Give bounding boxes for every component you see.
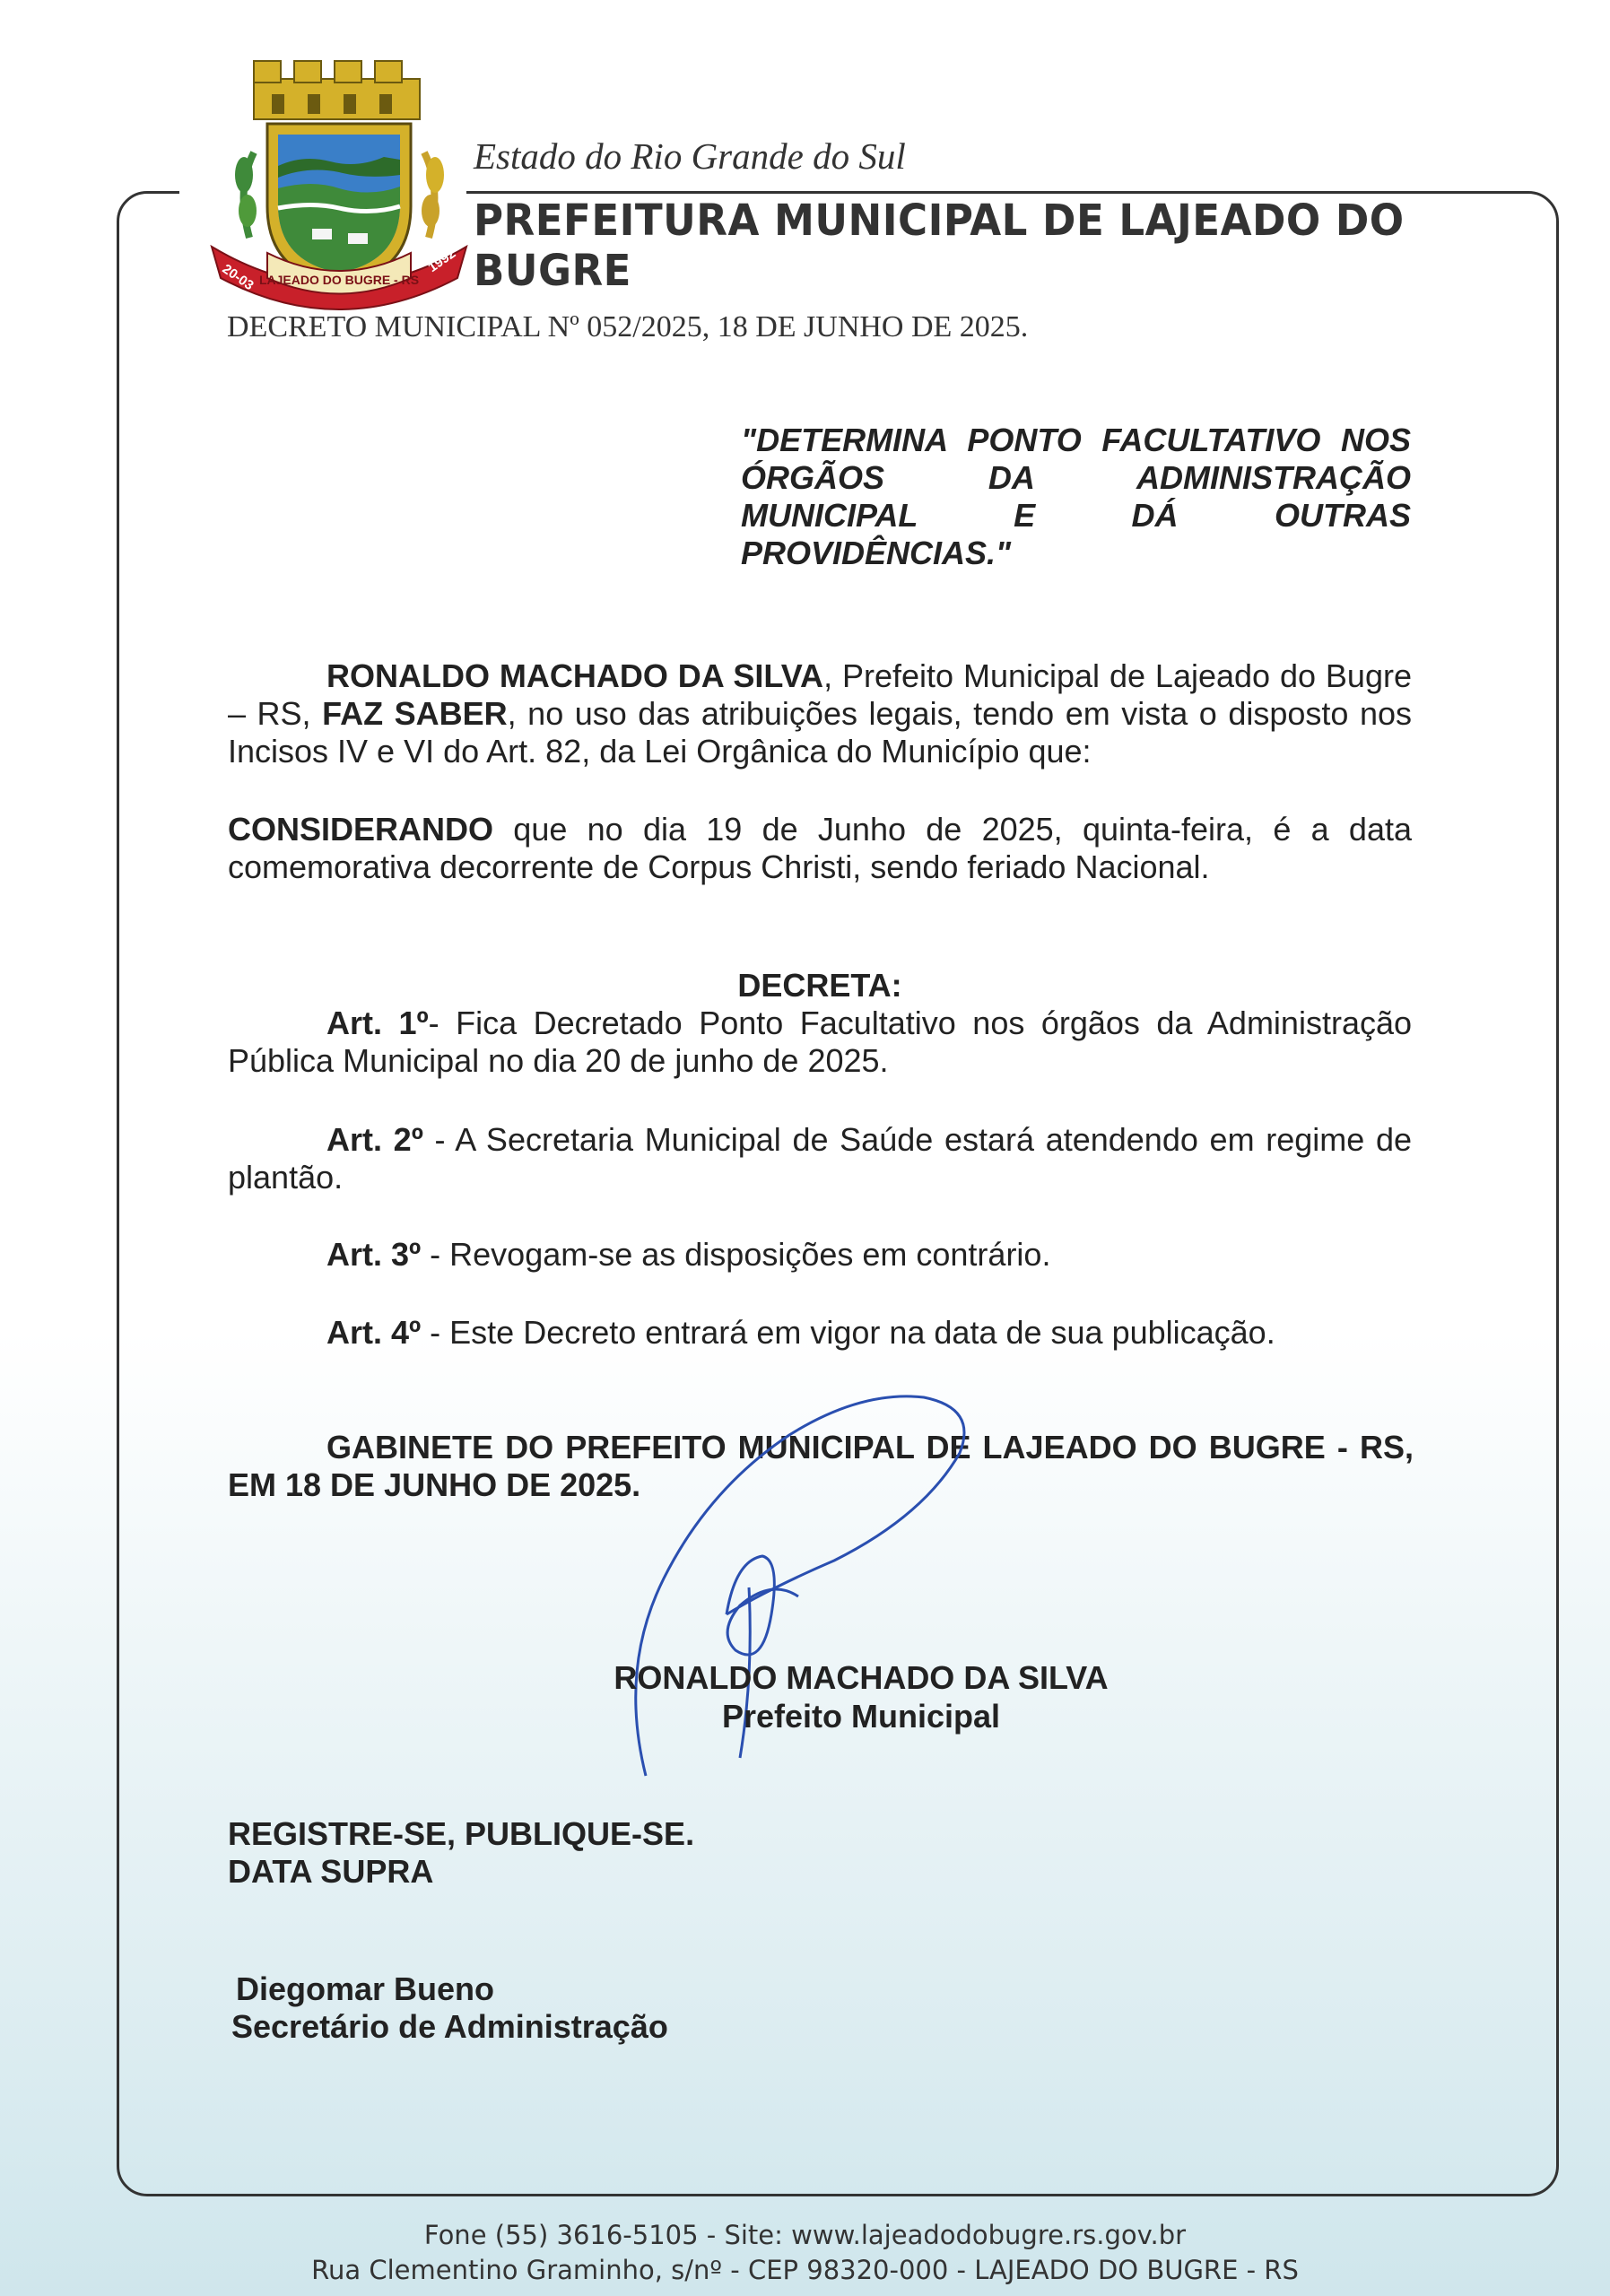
article-3-text: - Revogam-se as disposições em contrário. — [421, 1236, 1051, 1273]
prefeitura-title: PREFEITURA MUNICIPAL DE LAJEADO DO BUGRE — [474, 196, 1405, 296]
ementa-line-4: PROVIDÊNCIAS." — [741, 535, 1012, 571]
considerando — [228, 811, 1412, 886]
coat-of-arms-logo — [205, 54, 474, 314]
article-4-text: - Este Decreto entrará em vigor na data de sua publicação. — [421, 1314, 1275, 1351]
article-3 — [228, 1236, 1412, 1274]
secretary-title: Secretário de Administração — [231, 2008, 668, 2045]
article-3-label: Art. 3º — [326, 1236, 422, 1273]
footer-contact: Fone (55) 3616-5105 - Site: www.lajeadodobugre.rs.gov.br — [423, 2220, 1187, 2250]
state-name: Estado do Rio Grande do Sul — [474, 135, 906, 177]
article-2-text: - A Secretaria Municipal de Saúde estará atendendo em regime de plantão. — [228, 1121, 1413, 1196]
gabinete: GABINETE DO PREFEITO MUNICIPAL DE LAJEADO DO BUGRE - RS, EM 18 DE JUNHO DE 2025. — [228, 1429, 1414, 1503]
considerando-label: CONSIDERANDO — [228, 811, 494, 848]
decree-number: DECRETO MUNICIPAL Nº 052/2025, 18 DE JUNHO DE 2025. — [227, 310, 1029, 344]
ementa — [741, 422, 1411, 572]
article-2-label: Art. 2º — [326, 1121, 423, 1158]
article-1-label: Art. 1º — [326, 1004, 429, 1041]
considerando-text: que no dia 19 de Junho de 2025, quinta-feira, é a data comemorativa decorrente de Corpus Christi, sendo feriado Nacional. — [228, 811, 1412, 885]
article-4-label: Art. 4º — [326, 1314, 422, 1351]
signature-initial — [727, 1556, 798, 1655]
mayor-name: RONALDO MACHADO DA SILVA — [326, 657, 824, 694]
ribbon-right-text: 1992 — [425, 246, 459, 276]
signatory-name: RONALDO MACHADO DA SILVA — [614, 1659, 1109, 1696]
article-1 — [228, 1004, 1412, 1080]
shield — [267, 124, 411, 285]
ementa-line-3: MUNICIPAL E DÁ OUTRAS — [741, 497, 1411, 534]
signatory-title: Prefeito Municipal — [721, 1698, 1001, 1735]
ribbon-center-text: LAJEADO DO BUGRE - RS — [258, 273, 420, 287]
footer-address: Rua Clementino Graminho, s/nº - CEP 98320-000 - LAJEADO DO BUGRE - RS — [311, 2255, 1299, 2285]
preamble-text-2: , no uso das atribuições legais, tendo em vista o disposto nos Incisos IV e VI do Art. 82, da Lei Orgânica do Município que: — [228, 695, 1413, 770]
secretary-name: Diegomar Bueno — [236, 1970, 495, 2007]
mural-crown — [254, 61, 420, 119]
registre-line-1: REGISTRE-SE, PUBLIQUE-SE. — [228, 1815, 695, 1852]
ribbon-left-text: 20-03 — [219, 261, 257, 294]
faz-saber: FAZ SABER — [322, 695, 508, 732]
registre-line-2: DATA SUPRA — [228, 1853, 434, 1890]
preamble-text-1: , Prefeito Municipal de Lajeado do Bugre – RS, — [228, 657, 1412, 732]
ementa-line-1: "DETERMINA PONTO FACULTATIVO NOS — [741, 422, 1411, 458]
article-4 — [228, 1314, 1412, 1352]
article-2 — [228, 1121, 1412, 1196]
preamble — [228, 657, 1412, 770]
article-1-text: - Fica Decretado Ponto Facultativo nos órgãos da Administração Pública Municipal no dia 20 de junho de 2025. — [228, 1004, 1413, 1079]
decreta-heading: DECRETA: — [737, 967, 902, 1004]
ementa-line-2: ÓRGÃOS DA ADMINISTRAÇÃO — [741, 459, 1411, 496]
